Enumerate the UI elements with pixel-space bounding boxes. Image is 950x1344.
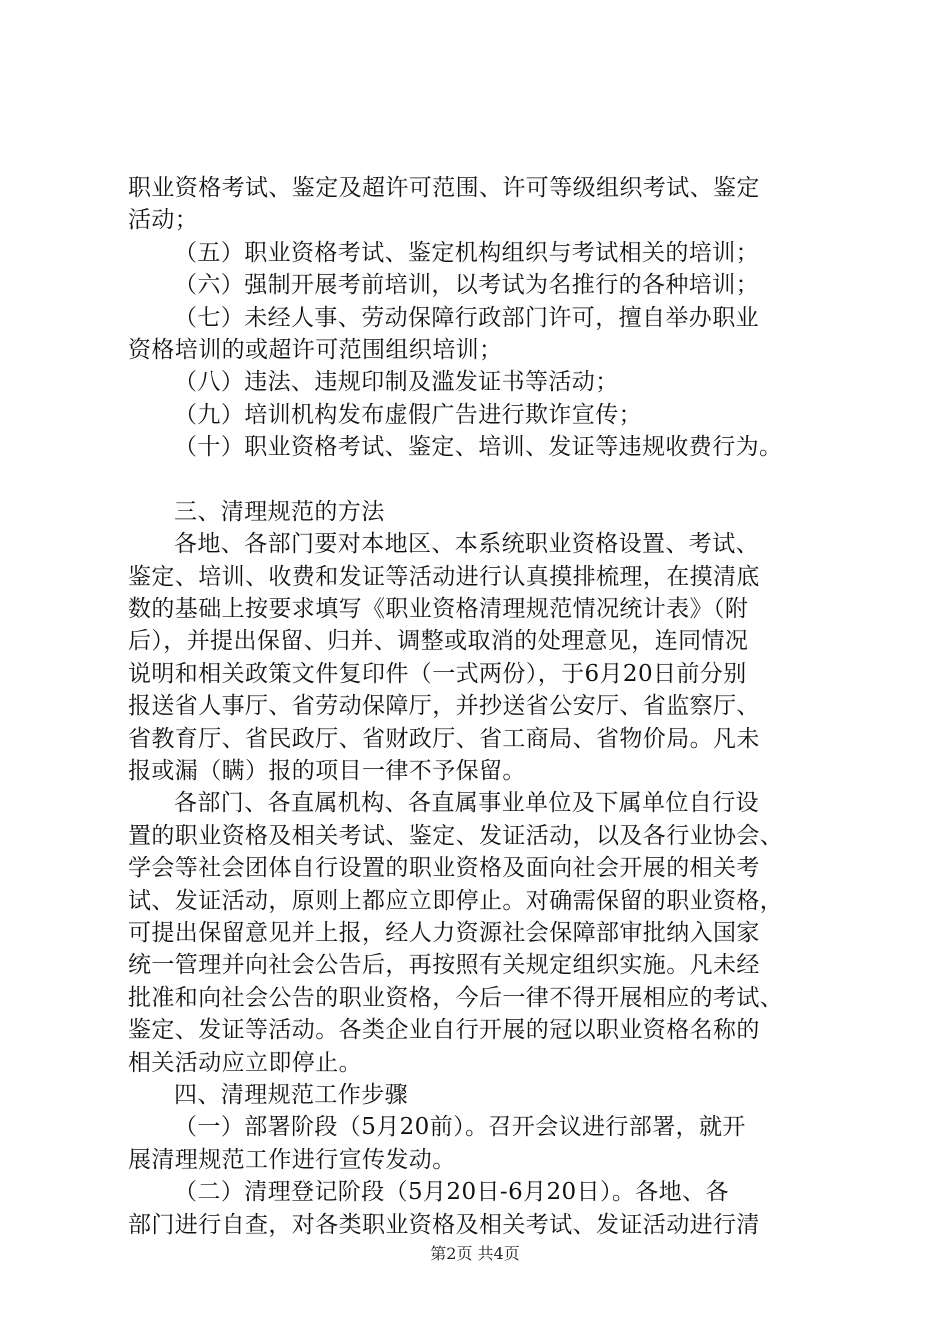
text-line: 省教育厅、省民政厅、省财政厅、省工商局、省物价局。凡未 <box>128 725 760 752</box>
text-line: 后），并提出保留、归并、调整或取消的处理意见，连同情况 <box>128 628 749 655</box>
text-line: 鉴定、发证等活动。各类企业自行开展的冠以职业资格名称的 <box>128 1017 760 1044</box>
text-line: 试、发证活动，原则上都应立即停止。对确需保留的职业资格， <box>128 887 784 914</box>
text-line: 各地、各部门要对本地区、本系统职业资格设置、考试、 <box>174 531 759 558</box>
text-line: 各部门、各直属机构、各直属事业单位及下属单位自行设 <box>174 790 759 817</box>
text-line: （六）强制开展考前培训，以考试为名推行的各种培训； <box>174 272 759 299</box>
text-line: 数的基础上按要求填写《职业资格清理规范情况统计表》（附 <box>128 596 749 623</box>
page-footer: 第2页 共4页 <box>430 1244 520 1263</box>
text-line: 职业资格考试、鉴定及超许可范围、许可等级组织考试、鉴定 <box>128 175 760 201</box>
text-line: 学会等社会团体自行设置的职业资格及面向社会开展的相关考 <box>128 855 760 882</box>
text-line: 批准和向社会公告的职业资格，今后一律不得开展相应的考试、 <box>128 984 784 1011</box>
text-line: （八）违法、违规印制及滥发证书等活动； <box>174 369 619 396</box>
document-body <box>128 172 832 1241</box>
text-line: （九）培训机构发布虚假广告进行欺诈宣传； <box>174 401 642 428</box>
text-line: 置的职业资格及相关考试、鉴定、发证活动，以及各行业协会、 <box>128 822 784 849</box>
text-line: 部门进行自查，对各类职业资格及相关考试、发证活动进行清 <box>128 1211 760 1238</box>
text-line: 活动； <box>128 207 199 234</box>
text-line: （一）部署阶段（5月20前）。召开会议进行部署，就开 <box>174 1114 746 1141</box>
text-line: （二）清理登记阶段（5月20日-6月20日）。各地、各 <box>174 1179 729 1206</box>
text-line: 三、清理规范的方法 <box>174 498 385 525</box>
text-line: 资格培训的或超许可范围组织培训； <box>128 336 503 363</box>
text-line: 可提出保留意见并上报，经人力资源社会保障部审批纳入国家 <box>128 919 760 946</box>
text-line: 报送省人事厅、省劳动保障厅，并抄送省公安厅、省监察厅、 <box>128 693 760 720</box>
blank-line <box>128 464 832 496</box>
text-line: 四、清理规范工作步骤 <box>174 1081 408 1108</box>
text-line: 统一管理并向社会公告后，再按照有关规定组织实施。凡未经 <box>128 952 760 979</box>
text-line: 展清理规范工作进行宣传发动。 <box>128 1146 456 1173</box>
text-line: （十）职业资格考试、鉴定、培训、发证等违规收费行为。 <box>174 434 783 461</box>
text-line: （七）未经人事、劳动保障行政部门许可，擅自举办职业 <box>174 304 759 331</box>
text-line: 报或漏（瞒）报的项目一律不予保留。 <box>128 758 526 785</box>
text-line: 相关活动应立即停止。 <box>128 1049 362 1076</box>
text-line: （五）职业资格考试、鉴定机构组织与考试相关的培训； <box>174 239 759 266</box>
text-line: 说明和相关政策文件复印件（一式两份），于6月20日前分别 <box>128 660 747 687</box>
text-line: 鉴定、培训、收费和发证等活动进行认真摸排梳理，在摸清底 <box>128 563 760 590</box>
